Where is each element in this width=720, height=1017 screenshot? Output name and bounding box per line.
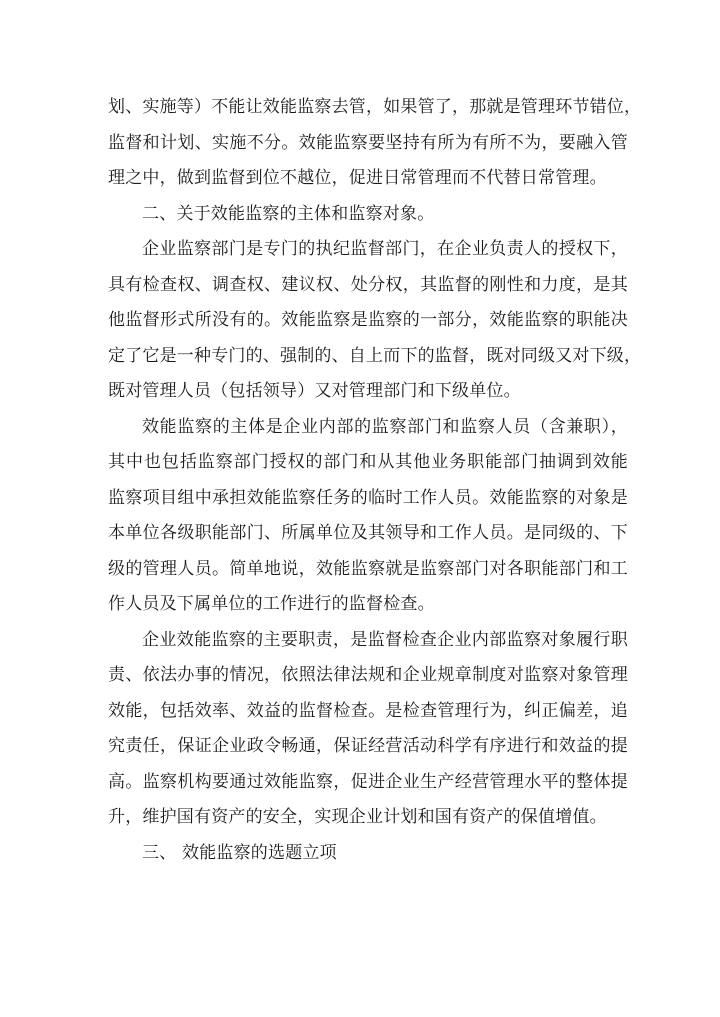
section-heading — [108, 197, 628, 233]
text-line: 划、实施等）不能让效能监察去管，如果管了，那就是管理环节错位， — [108, 97, 642, 117]
text-line: 究责任，保证企业政令畅通，保证经营活动科学有序进行和效益的提 — [108, 736, 628, 756]
text-line: 企业效能监察的主要职责，是监督检查企业内部监察对象履行职 — [142, 629, 628, 650]
document-page — [108, 90, 642, 871]
paragraph — [108, 232, 642, 410]
paragraph — [108, 410, 628, 623]
text-line: 监督和计划、实施不分。效能监察要坚持有所为有所不为，要融入管 — [108, 132, 628, 153]
text-line: 其中也包括监察部门授权的部门和从其他业务职能部门抽调到效能 — [108, 452, 628, 472]
heading-text: 二、关于效能监察的主体和监察对象。 — [142, 203, 435, 224]
text-line: 企业监察部门是专门的执纪监督部门，在企业负责人的授权下， — [142, 239, 628, 259]
text-line: 作人员及下属单位的工作进行的监督检查。 — [108, 594, 435, 614]
text-line: 效能，包括效率、效益的监督检查。是检查管理行为，纠正偏差，追 — [108, 700, 628, 721]
text-line: 具有检查权、调查权、建议权、处分权，其监督的刚性和力度，是其 — [108, 274, 628, 295]
text-line: 理之中，做到监督到位不越位，促进日常管理而不代替日常管理。 — [108, 168, 607, 188]
text-line: 效能监察的主体是企业内部的监察部门和监察人员（含兼职）， — [142, 416, 628, 437]
text-line: 本单位各级职能部门、所属单位及其领导和工作人员。是同级的、下 — [108, 523, 628, 543]
text-line: 升，维护国有资产的安全，实现企业计划和国有资产的保值增值。 — [108, 807, 607, 827]
text-line: 他监督形式所没有的。效能监察是监察的一部分，效能监察的职能决 — [108, 310, 628, 330]
heading-text: 三、 效能监察的选题立项 — [142, 842, 337, 863]
paragraph — [108, 623, 628, 836]
text-line: 高。监察机构要通过效能监察，促进企业生产经营管理水平的整体提 — [108, 771, 628, 792]
section-heading — [108, 836, 628, 872]
text-line: 责、依法办事的情况，依照法律法规和企业规章制度对监察对象管理 — [108, 665, 628, 685]
text-line: 级的管理人员。简单地说，效能监察就是监察部门对各职能部门和工 — [108, 558, 628, 579]
text-line: 既对管理人员（包括领导）又对管理部门和下级单位。 — [108, 381, 521, 401]
paragraph — [108, 90, 642, 197]
text-line: 定了它是一种专门的、强制的、自上而下的监督，既对同级又对下级， — [108, 345, 642, 366]
text-line: 监察项目组中承担效能监察任务的临时工作人员。效能监察的对象是 — [108, 487, 628, 508]
